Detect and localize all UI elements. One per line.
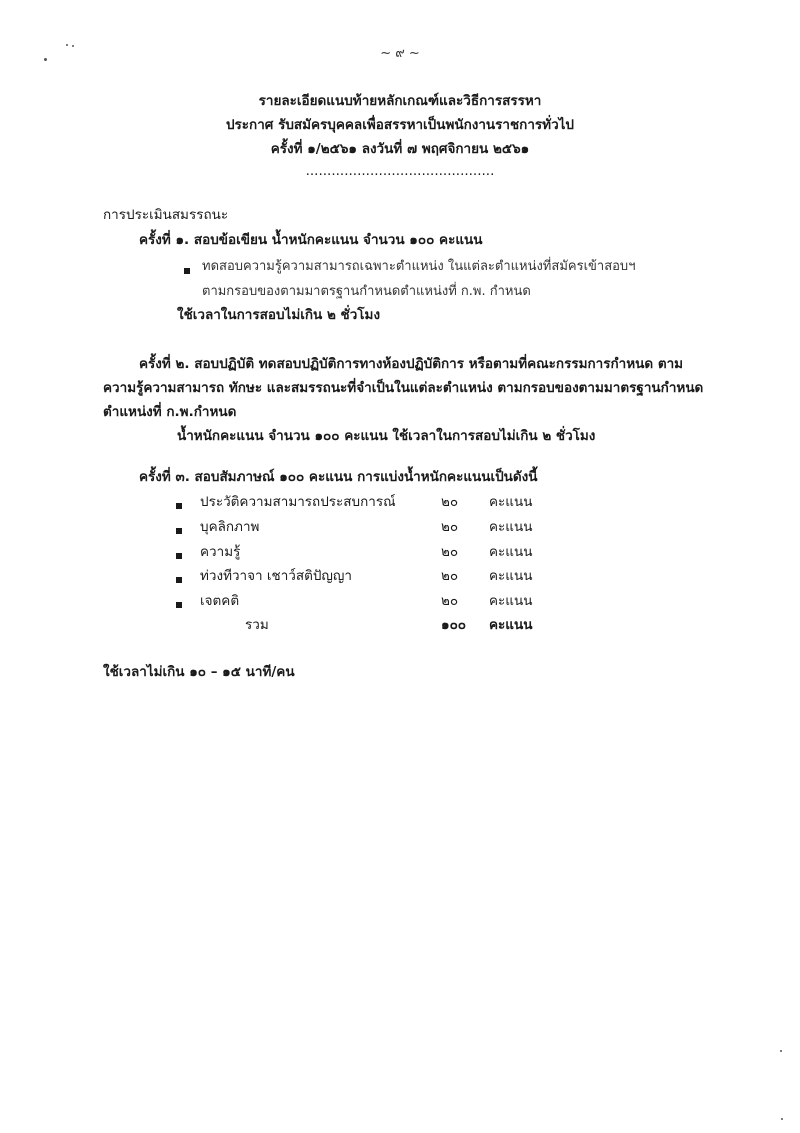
item-score: ๒๐ [441, 544, 459, 560]
bullet-square-icon [184, 268, 190, 274]
item-label: ประวัติความสามารถประสบการณ์ [200, 494, 396, 510]
total-label: รวม [245, 617, 269, 633]
round2-line1: ครั้งที่ ๒. สอบปฏิบัติ ทดสอบปฏิบัติการทางห้องปฏิบัติการ หรือตามที่คณะกรรมการกำหนด ตาม [139, 356, 684, 372]
item-score: ๒๐ [441, 593, 459, 609]
scan-speck [781, 1118, 783, 1120]
round1-heading: ครั้งที่ ๑. สอบข้อเขียน น้ำหนักคะแนน จำนวน ๑๐๐ คะแนน [139, 232, 483, 248]
item-label: เจตคติ [200, 593, 240, 609]
bullet-square-icon [176, 577, 182, 583]
total-score: ๑๐๐ [441, 617, 467, 633]
item-label: บุคลิกภาพ [200, 519, 260, 535]
item-score: ๒๐ [441, 568, 459, 584]
item-unit: คะแนน [489, 568, 533, 584]
doc-title-line3: ครั้งที่ ๑/๒๕๖๑ ลงวันที่ ๗ พฤศจิกายน ๒๕๖๑ [270, 141, 530, 157]
round2-line2: ความรู้ความสามารถ ทักษะ และสมรรถนะที่จำเป็นในแต่ละตำแหน่ง ตามกรอบของตามมาตรฐานกำหนด [103, 380, 704, 396]
doc-title-line1: รายละเอียดแนบท้ายหลักเกณฑ์และวิธีการสรรหา [258, 93, 542, 109]
item-unit: คะแนน [489, 519, 533, 535]
bullet-square-icon [176, 528, 182, 534]
round1-bullet [184, 262, 190, 278]
item-score: ๒๐ [441, 494, 459, 510]
item-score: ๒๐ [441, 519, 459, 535]
item-label: ท่วงทีวาจา เชาว์สติปัญญา [200, 568, 353, 584]
round3-heading: ครั้งที่ ๓. สอบสัมภาษณ์ ๑๐๐ คะแนน การแบ่งน้ำหนักคะแนนเป็นดังนี้ [139, 469, 538, 485]
round1-time: ใช้เวลาในการสอบไม่เกิน ๒ ชั่วโมง [177, 307, 381, 323]
item-unit: คะแนน [489, 544, 533, 560]
bullet-square-icon [176, 553, 182, 559]
page-number: ~ ๙ ~ [380, 46, 420, 61]
bullet-square-icon [176, 503, 182, 509]
doc-title-line2: ประกาศ รับสมัครบุคคลเพื่อสรรหาเป็นพนักงานราชการทั่วไป [225, 117, 575, 133]
round2-line4: น้ำหนักคะแนน จำนวน ๑๐๐ คะแนน ใช้เวลาในการสอบไม่เกิน ๒ ชั่วโมง [177, 428, 596, 444]
item-unit: คะแนน [489, 494, 533, 510]
interview-time: ใช้เวลาไม่เกิน ๑๐ – ๑๕ นาที/คน [103, 664, 295, 680]
item-unit: คะแนน [489, 593, 533, 609]
total-unit: คะแนน [489, 617, 533, 633]
round2-line3: ตำแหน่งที่ ก.พ.กำหนด [103, 404, 237, 420]
title-divider: ............................................ [305, 163, 495, 179]
bullet-square-icon [176, 602, 182, 608]
round1-bullet-line1: ทดสอบความรู้ความสามารถเฉพาะตำแหน่ง ในแต่ละตำแหน่งที่สมัครเข้าสอบฯ [202, 259, 636, 274]
scan-speck [780, 1050, 782, 1052]
section-title: การประเมินสมรรถนะ [103, 207, 229, 223]
item-label: ความรู้ [200, 544, 241, 560]
round1-bullet-line2: ตามกรอบของตามมาตรฐานกำหนดตำแหน่งที่ ก.พ. กำหนด [202, 284, 531, 299]
